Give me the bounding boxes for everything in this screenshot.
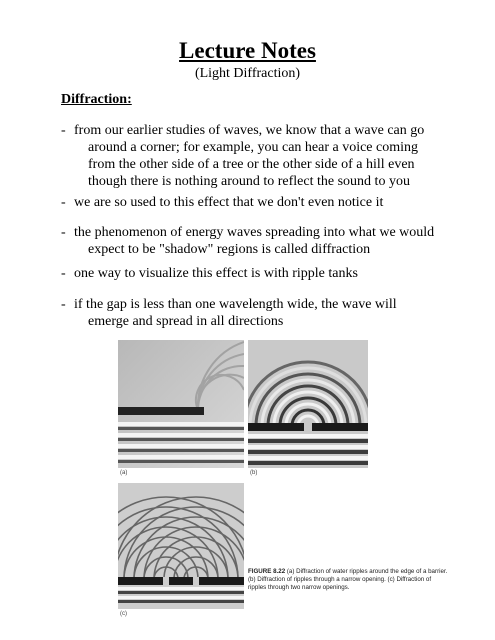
bullet-gap-wavelength [61,296,481,330]
figure-label-a: (a) [120,470,128,476]
bullet-line: if the gap is less than one wavelength wide, the wave will [74,297,397,312]
ripple-photo-barrier-edge [118,340,244,468]
bullet-dash: - [61,123,66,138]
figure-number: FIGURE 8.22 [248,568,286,575]
bullet-dash: - [61,297,66,312]
ripple-photo-two-openings [118,483,244,609]
bullet-diffraction-definition [61,224,481,258]
figure-caption-text: (a) Diffraction of water ripples around the edge of a barrier. (b) Diffraction of ripples through a narrow opening. (c) Diffraction of ripples through two narrow openings. [248,568,448,591]
bullet-line: emerge and spread in all directions [88,314,284,329]
bullet-dash: - [61,266,66,281]
bullet-line: one way to visualize this effect is with ripple tanks [74,266,358,281]
ripple-photo-narrow-opening [248,340,368,468]
bullet-line: the phenomenon of energy waves spreading into what we would [74,225,435,240]
bullet-dash: - [61,195,66,210]
bullet-dash: - [61,225,66,240]
bullet-line: we are so used to this effect that we don't even notice it [74,195,384,210]
figure-label-c: (c) [120,611,127,617]
section-heading: Diffraction: [61,92,132,107]
bullet-line: around a corner; for example, you can hear a voice coming [88,140,419,155]
figure-label-b: (b) [250,470,258,476]
page-subtitle: (Light Diffraction) [194,66,301,81]
bullet-line: though there is nothing around to reflect the sound to you [88,174,410,189]
bullet-used-to-effect [61,194,481,211]
bullet-wave-corner [61,122,481,190]
bullet-line: from our earlier studies of waves, we know that a wave can go [74,123,425,138]
ripple-image-c [118,483,244,609]
ripple-image-b [248,340,368,468]
page-title: Lecture Notes [179,38,316,63]
bullet-line: from the other side of a tree or the other side of a hill even [88,157,415,172]
bullet-ripple-tanks [61,265,481,282]
ripple-image-a [118,340,244,468]
figure-caption [248,568,448,591]
bullet-line: expect to be "shadow" regions is called diffraction [88,242,371,257]
